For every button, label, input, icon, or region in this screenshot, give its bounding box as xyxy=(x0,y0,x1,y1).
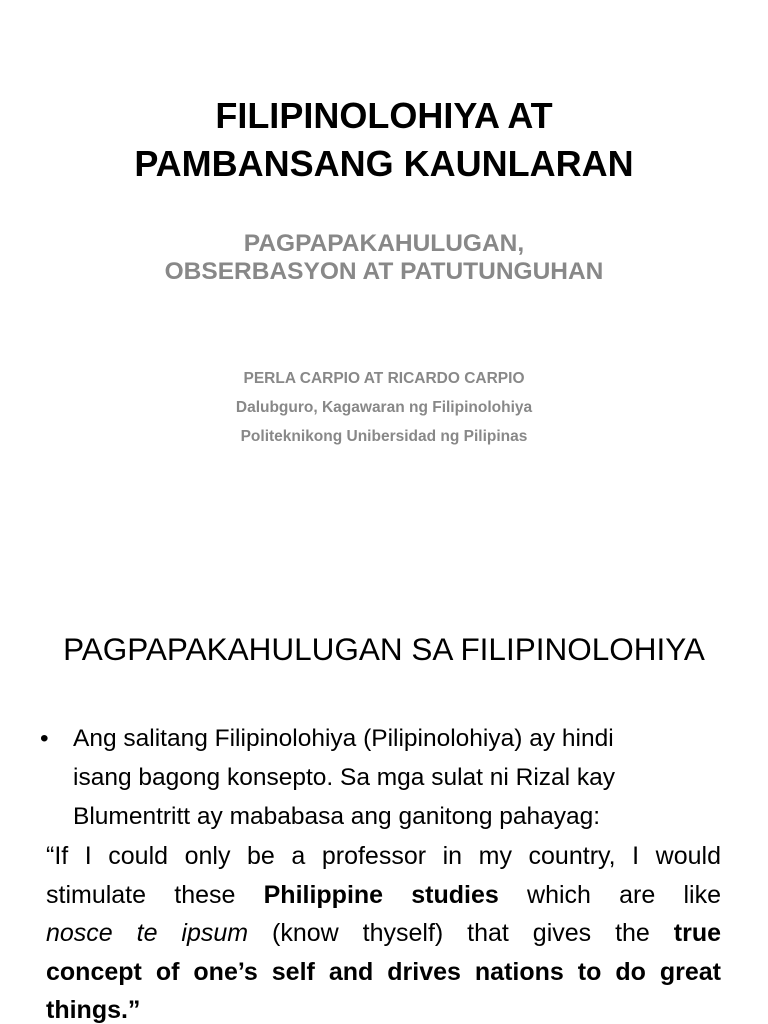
bullet-text xyxy=(73,719,615,836)
quote-latin-phrase: nosce te ipsum xyxy=(46,919,249,947)
bullet-item xyxy=(40,719,730,836)
author-position: Dalubguro, Kagawaran ng Filipinolohiya xyxy=(235,399,533,416)
bullet-line-2: isang bagong konsepto. Sa mga sulat ni Rizal kay xyxy=(73,764,616,791)
title-line-2: PAMBANSANG KAUNLARAN xyxy=(134,143,634,184)
author-block xyxy=(0,364,768,451)
subtitle-line-1: PAGPAPAKAHULUGAN, xyxy=(243,230,525,257)
bullet-line-3: Blumentritt ay mababasa ang ganitong pahayag: xyxy=(73,803,601,830)
quote-line-1: “If I could only be a professor in my country, I would xyxy=(46,842,721,870)
bullet-line-1: Ang salitang Filipinolohiya (Pilipinolohiya) ay hindi xyxy=(73,725,614,752)
quote-emphasis-true: true xyxy=(673,919,722,947)
quote-line-5: things.” xyxy=(46,996,141,1024)
quote-line-2 xyxy=(46,876,721,915)
quote-text: which are like xyxy=(527,880,722,909)
presentation-subtitle xyxy=(0,230,768,286)
quote-emphasis-philippine-studies: Philippine studies xyxy=(263,880,499,909)
title-line-1: FILIPINOLOHIYA AT xyxy=(215,95,553,136)
author-institution: Politeknikong Unibersidad ng Pilipinas xyxy=(240,428,528,445)
presentation-title xyxy=(0,92,768,188)
author-names: PERLA CARPIO AT RICARDO CARPIO xyxy=(243,370,525,387)
quote-text: stimulate these xyxy=(46,880,236,909)
content-slide xyxy=(0,576,768,1024)
subtitle-line-2: OBSERBASYON AT PATUTUNGUHAN xyxy=(164,258,604,285)
slide-heading: PAGPAPAKAHULUGAN SA FILIPINOLOHIYA xyxy=(63,631,705,667)
quote-text: (know thyself) that gives the xyxy=(272,919,650,947)
quote-line-4: concept of one’s self and drives nations to do great xyxy=(46,957,721,986)
rizal-quote xyxy=(46,837,721,1024)
quote-line-3 xyxy=(46,914,721,953)
bullet-icon: • xyxy=(40,725,49,752)
